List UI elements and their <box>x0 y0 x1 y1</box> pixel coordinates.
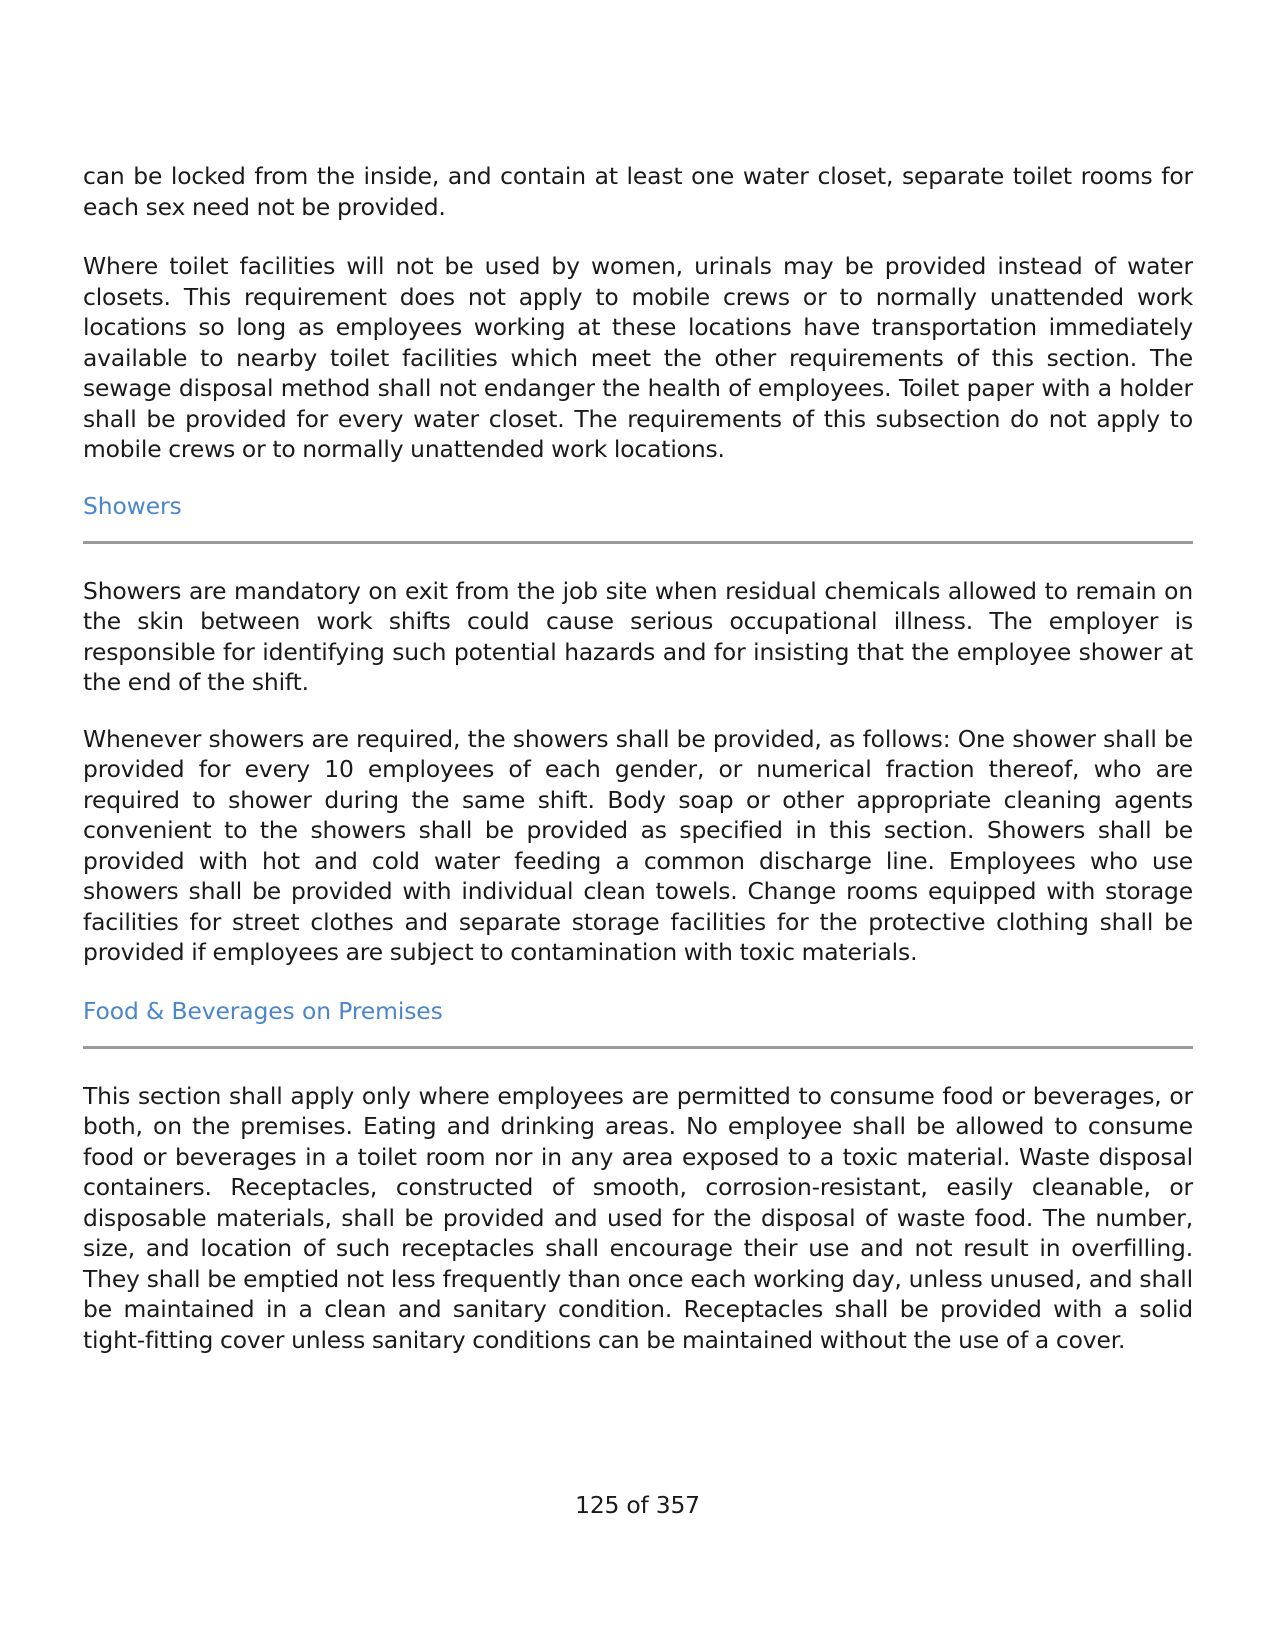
section-heading-showers: Showers <box>83 491 182 520</box>
page-number: 125 of 357 <box>575 1491 700 1519</box>
section-heading-food-beverages: Food & Beverages on Premises <box>83 996 443 1025</box>
paragraph-toilet-urinals: Where toilet facilities will not be used by women, urinals may be provided instead of water closets. This requirement does not apply to mobile crews or to normally unattended work locations so long as employees working at these locations have transportation immediately available to nearby toilet facilities which meet the other requirements of this section. The sewage disposal method shall not endanger the health of employees. Toilet paper with a holder shall be provided for every water closet. The requirements of this subsection do not apply to mobile crews or to normally unattended work locations. <box>83 252 1193 463</box>
document-page <box>83 161 1193 1355</box>
section-divider-showers <box>83 541 1193 544</box>
paragraph-showers-requirements: Whenever showers are required, the showers shall be provided, as follows: One shower shall be provided for every 10 employees of each gender, or numerical fraction thereof, who are required to shower during the same shift. Body soap or other appropriate cleaning agents convenient to the showers shall be provided as specified in this section. Showers shall be provided with hot and cold water feeding a common discharge line. Employees who use showers shall be provided with individual clean towels. Change rooms equipped with storage facilities for street clothes and separate storage facilities for the protective clothing shall be provided if employees are subject to contamination with toxic materials. <box>83 724 1193 966</box>
section-divider-food-beverages <box>83 1046 1193 1049</box>
paragraph-food-section: This section shall apply only where employees are permitted to consume food or beverages, or both, on the premises. Eating and drinking areas. No employee shall be allowed to consume food or beverages in a toilet room nor in any area exposed to a toxic material. Waste disposal containers. Receptacles, constructed of smooth, corrosion-resistant, easily cleanable, or disposable materials, shall be provided and used for the disposal of waste food. The number, size, and location of such receptacles shall encourage their use and not result in overfilling. They shall be emptied not less frequently than once each working day, unless unused, and shall be maintained in a clean and sanitary condition. Receptacles shall be provided with a solid tight-fitting cover unless sanitary conditions can be maintained without the use of a cover. <box>83 1081 1193 1354</box>
paragraph-showers-mandatory: Showers are mandatory on exit from the job site when residual chemicals allowed to remain on the skin between work shifts could cause serious occupational illness. The employer is responsible for identifying such potential hazards and for insisting that the employee shower at the end of the shift. <box>83 576 1193 696</box>
paragraph-toilet-continued: can be locked from the inside, and contain at least one water closet, separate toilet rooms for each sex need not be provided. <box>83 162 1193 221</box>
